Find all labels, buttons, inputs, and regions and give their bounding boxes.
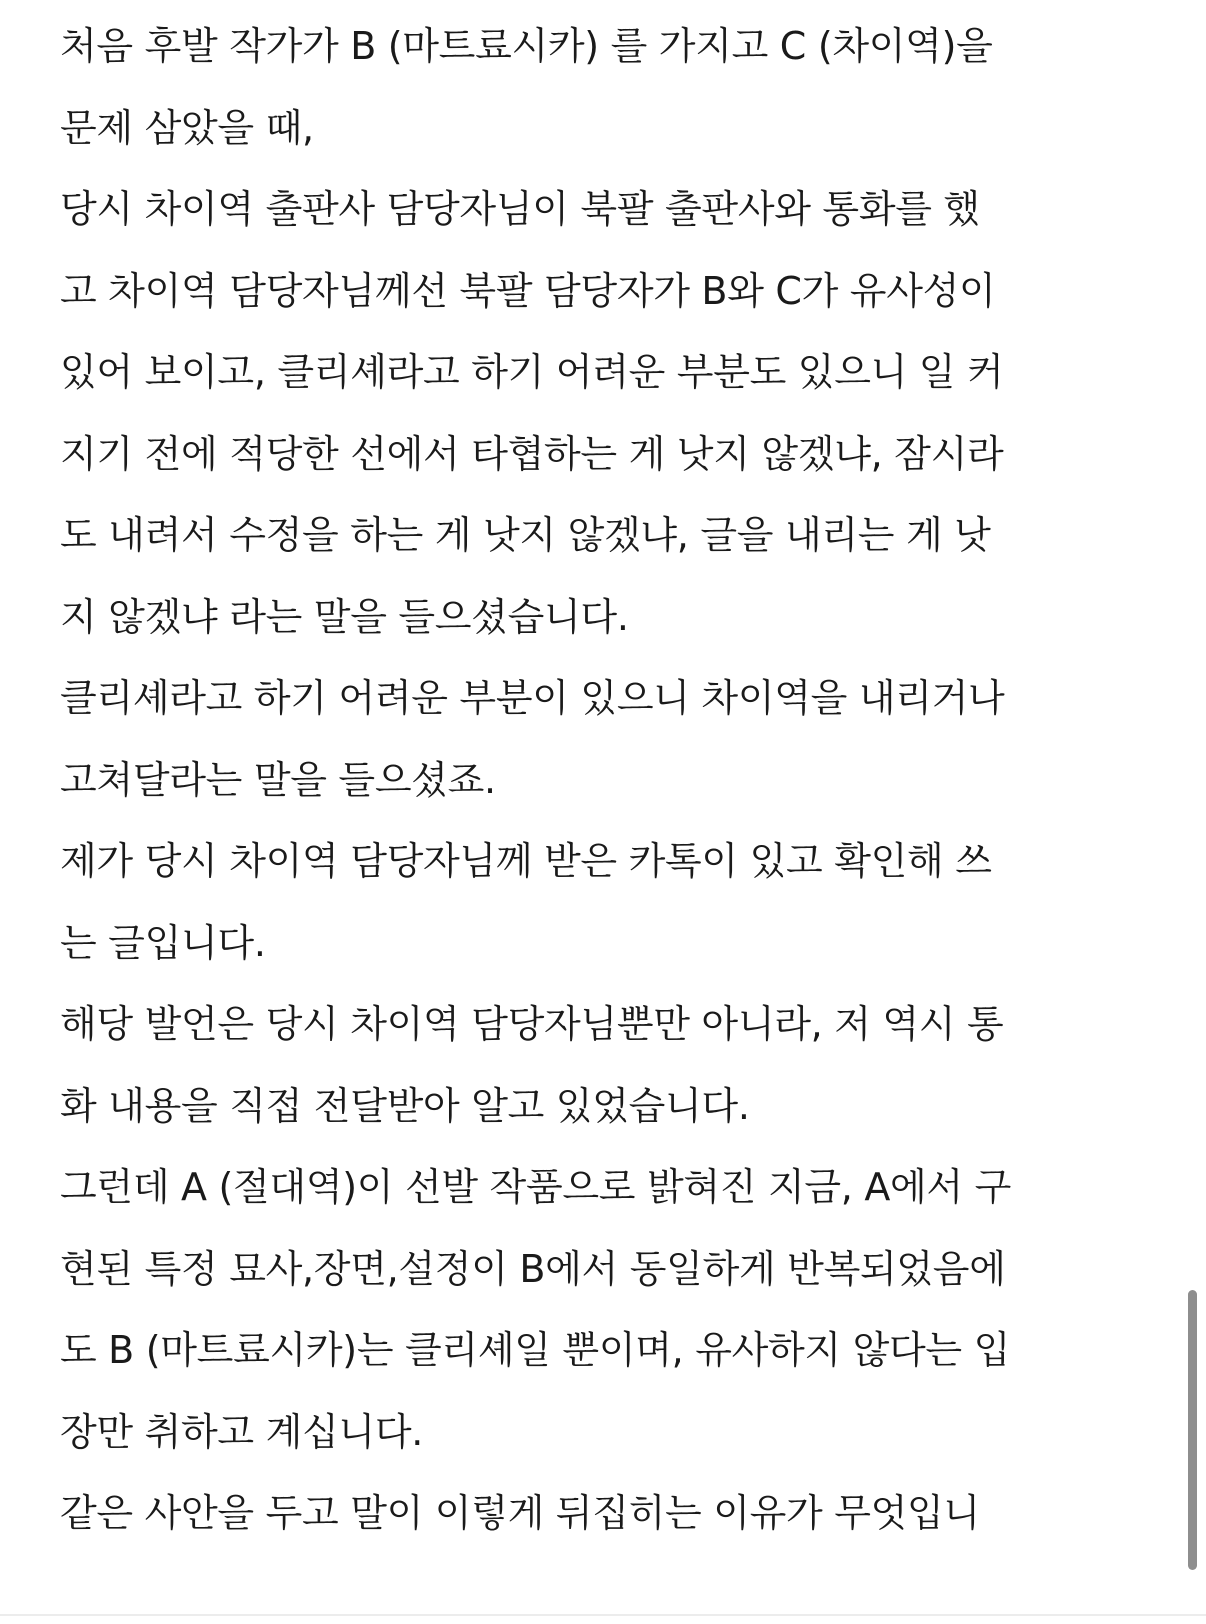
text-line: 지기 전에 적당한 선에서 타협하는 게 낫지 않겠냐, 잠시라 (60, 431, 1004, 476)
text-line: 현된 특정 묘사,장면,설정이 B에서 동일하게 반복되었음에 (60, 1246, 1006, 1291)
text-line: 제가 당시 차이역 담당자님께 받은 카톡이 있고 확인해 쓰 (60, 839, 992, 883)
scrollbar-thumb[interactable] (1188, 1290, 1197, 1570)
text-line: 해당 발언은 당시 차이역 담당자님뿐만 아니라, 저 역시 통 (60, 1002, 1004, 1046)
text-line: 화 내용을 직접 전달받아 알고 있었습니다. (60, 1083, 750, 1128)
text-line: 당시 차이역 출판사 담당자님이 북팔 출판사와 통화를 했 (60, 187, 980, 231)
text-line: 도 B (마트료시카)는 클리셰일 뿐이며, 유사하지 않다는 입 (60, 1328, 1011, 1372)
text-line: 도 내려서 수정을 하는 게 낫지 않겠냐, 글을 내리는 게 낫 (60, 513, 991, 557)
text-line: 장만 취하고 계십니다. (60, 1409, 424, 1454)
text-line: 는 글입니다. (60, 920, 266, 965)
text-line: 같은 사안을 두고 말이 이렇게 뒤집히는 이유가 무엇입니 (60, 1491, 980, 1535)
text-line: 고쳐달라는 말을 들으셨죠. (60, 757, 496, 802)
text-line: 처음 후발 작가가 B (마트료시카) 를 가지고 C (차이역)을 (60, 24, 993, 68)
text-line: 클리셰라고 하기 어려운 부분이 있으니 차이역을 내리거나 (60, 676, 1005, 720)
text-line: 문제 삼았을 때, (60, 105, 314, 150)
text-line: 지 않겠냐 라는 말을 들으셨습니다. (60, 594, 629, 639)
text-line: 고 차이역 담당자님께선 북팔 담당자가 B와 C가 유사성이 (60, 268, 996, 313)
divider (0, 1614, 1206, 1616)
text-line: 그런데 A (절대역)이 선발 작품으로 밝혀진 지금, A에서 구 (60, 1165, 1012, 1209)
text-line: 있어 보이고, 클리셰라고 하기 어려운 부분도 있으니 일 커 (60, 350, 1004, 394)
article-body (60, 6, 1140, 1555)
